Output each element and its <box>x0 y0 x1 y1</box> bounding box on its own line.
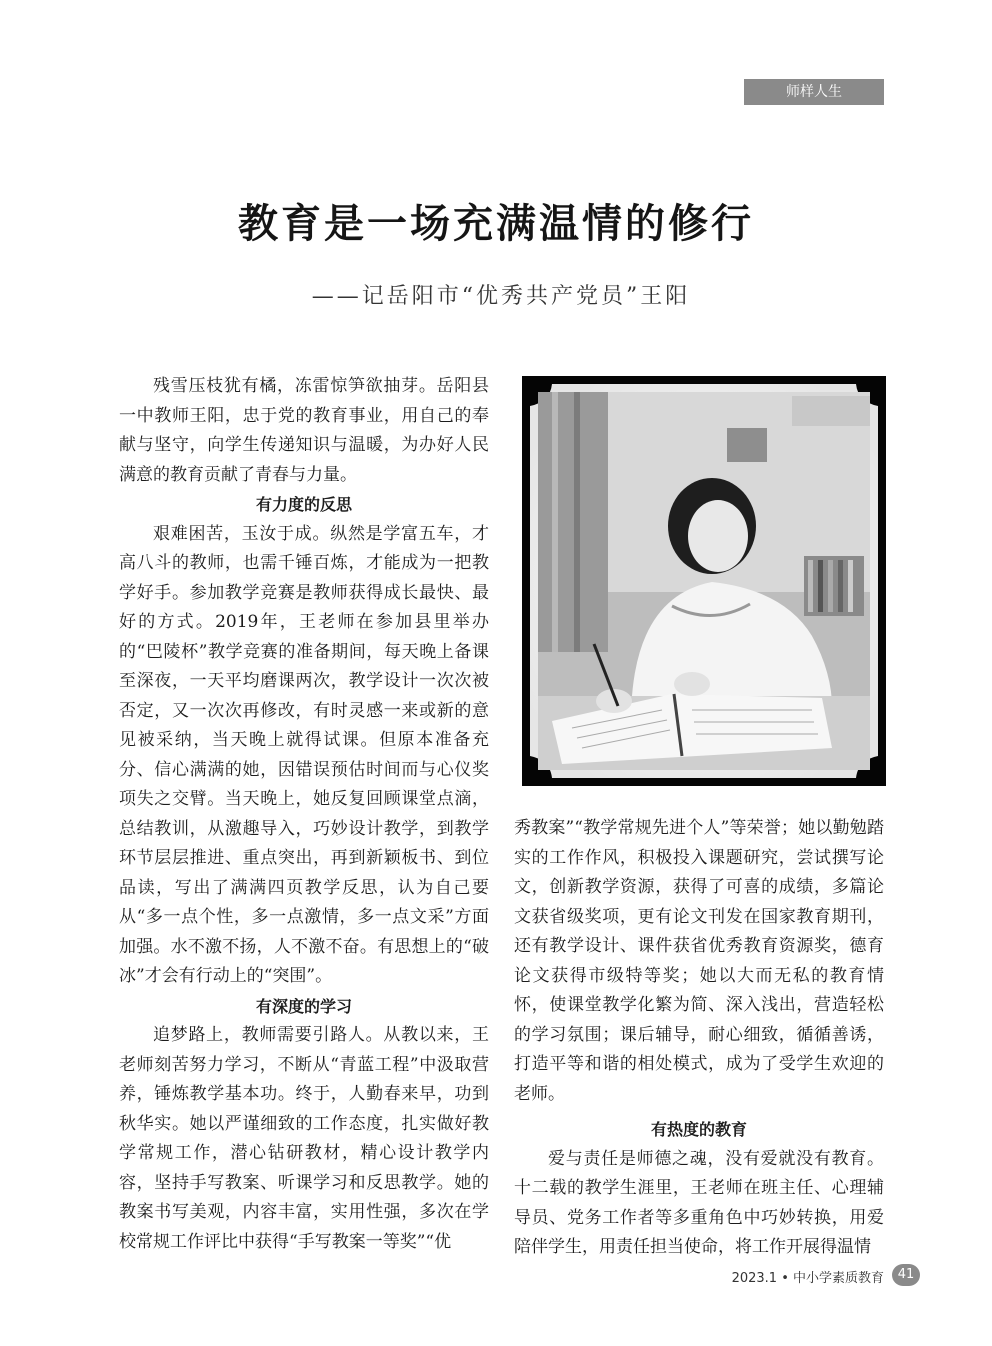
page-number: 41 <box>892 1264 920 1286</box>
journal-info: 2023.1 • 中小学素质教育 <box>731 1271 884 1286</box>
reflection-paragraph: 艰难困苦，玉汝于成。纵然是学富五车，才高八斗的教师，也需千锤百炼，才能成为一把教学好手。参加教学竞赛是教师获得成长最快、最好的方式。2019年，王老师在参加县里举办的“巴陵杯”教学竞赛的准备期间，每天晚上备课至深夜，一天平均磨课两次，教学设计一次次被否定，又一次次再修改，有时灵感一来或新的意见被采纳，当天晚上就得试课。但原本准备充分、信心满满的她，因错误预估时间而与心仪奖项失之交臂。当天晚上，她反复回顾课堂点滴，总结教训，从激趣导入，巧妙设计教学，到教学环节层层推进、重点突出，再到新颖板书、到位品读，写出了满满四页教学反思，认为自己要从“多一点个性，多一点激情，多一点文采”方面加强。水不激不扬，人不激不奋。有思想上的“破冰”才会有行动上的“突围”。 <box>119 523 489 986</box>
section-heading-education: 有热度的教育 <box>650 1120 747 1139</box>
learning-paragraph-continued: 秀教案”“教学常规先进个人”等荣誉；她以勤勉踏实的工作作风，积极投入课题研究，尝试撰写论文，创新教学资源，获得了可喜的成绩，多篇论文获省级奖项，更有论文刊发在国家教育期刊，还有教学设计、课件获省优秀教育资源奖，德育论文获得市级特等奖；她以大而无私的教育情怀，使课堂教学化繁为简、深入浅出，营造轻松的学习氛围；课后辅导，耐心细致，循循善诱，打造平等和谐的相处模式，成为了受学生欢迎的老师。 <box>514 818 884 1104</box>
education-paragraph: 爱与责任是师德之魂，没有爱就没有教育。十二载的教学生涯里，王老师在班主任、心理辅导员、党务工作者等多重角色中巧妙转换，用爱陪伴学生，用责任担当使命，将工作开展得温情 <box>514 1148 884 1257</box>
intro-paragraph: 残雪压枝犹有橘，冻雷惊笋欲抽芽。岳阳县一中教师王阳，忠于党的教育事业，用自己的奉献与坚守，向学生传递知识与温暖，为办好人民满意的教育贡献了青春与力量。 <box>119 376 489 485</box>
left-column <box>119 372 489 1257</box>
right-column <box>514 814 884 1263</box>
article-subtitle: ——记岳阳市“优秀共产党员”王阳 <box>311 284 691 309</box>
teacher-photo <box>522 376 886 786</box>
section-tag: 师样人生 <box>744 79 884 105</box>
page-footer <box>700 1264 920 1286</box>
learning-paragraph: 追梦路上，教师需要引路人。从教以来，王老师刻苦努力学习，不断从“青蓝工程”中汲取营养，锤炼教学基本功。终于，人勤春来早，功到秋华实。她以严谨细致的工作态度，扎实做好教学常规工作，潜心钻研教材，精心设计教学内容，坚持手写教案、听课学习和反思教学。她的教案书写美观，内容丰富，实用性强，多次在学校常规工作评比中获得“手写教案一等奖”“优 <box>119 1025 489 1252</box>
section-heading-learning: 有深度的学习 <box>255 996 352 1016</box>
article-title: 教育是一场充满温情的修行 <box>238 201 754 247</box>
section-heading-reflection: 有力度的反思 <box>255 495 352 514</box>
